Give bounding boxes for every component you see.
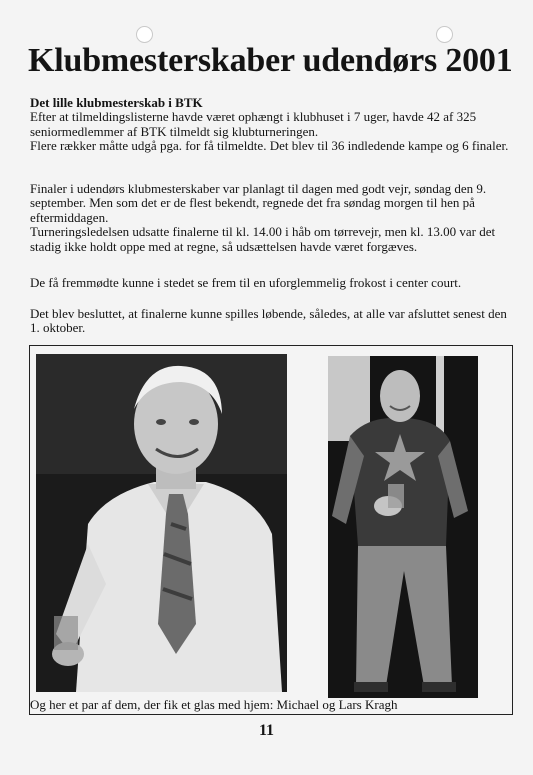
photo-frame — [29, 345, 513, 715]
page-number: 11 — [258, 722, 275, 739]
paragraph-finals-plan: Finaler i udendørs klubmesterskaber var planlagt til dagen med godt vejr, søndag den 9. september. Men som det er de flest bekendt, regnede det fra søndag morgen til hen på eftermiddagen. — [30, 181, 487, 225]
paragraph-matches: Flere rækker måtte udgå pga. for få tilmeldte. Det blev til 36 indledende kampe og 6 finaler. — [30, 138, 509, 154]
article-title: Klubmesterskaber udendørs 2001 — [28, 42, 513, 79]
paragraph-decision: Det blev besluttet, at finalerne kunne spilles løbende, således, at alle var afsluttet senest den 1. oktober. — [30, 306, 507, 336]
punch-hole-left — [136, 26, 153, 43]
finals-section — [30, 182, 516, 254]
section-subheading: Det lille klubmesterskab i BTK — [30, 95, 203, 110]
lunch-section — [30, 276, 516, 290]
intro-section — [30, 96, 516, 154]
paragraph-signups: Efter at tilmeldingslisterne havde været ophængt i klubhuset i 7 uger, havde 42 af 325 seniormedlemmer af BTK tilmeldt sig klubturneringen. — [30, 109, 477, 139]
paragraph-postponed: Turneringsledelsen udsatte finalerne til kl. 14.00 i håb om tørrevejr, men kl. 13.00 var det stadig ikke holdt oppe med at regne, så udsættelsen havde været forgæves. — [30, 224, 496, 254]
decision-section — [30, 307, 516, 336]
paragraph-lunch: De få fremmødte kunne i stedet se frem til en uforglemmelig frokost i center court. — [30, 275, 462, 290]
photo-caption: Og her et par af dem, der fik et glas med hjem: Michael og Lars Kragh — [30, 697, 398, 712]
photo-michael — [36, 354, 287, 692]
punch-hole-right — [436, 26, 453, 43]
photo-lars-kragh — [328, 356, 478, 698]
